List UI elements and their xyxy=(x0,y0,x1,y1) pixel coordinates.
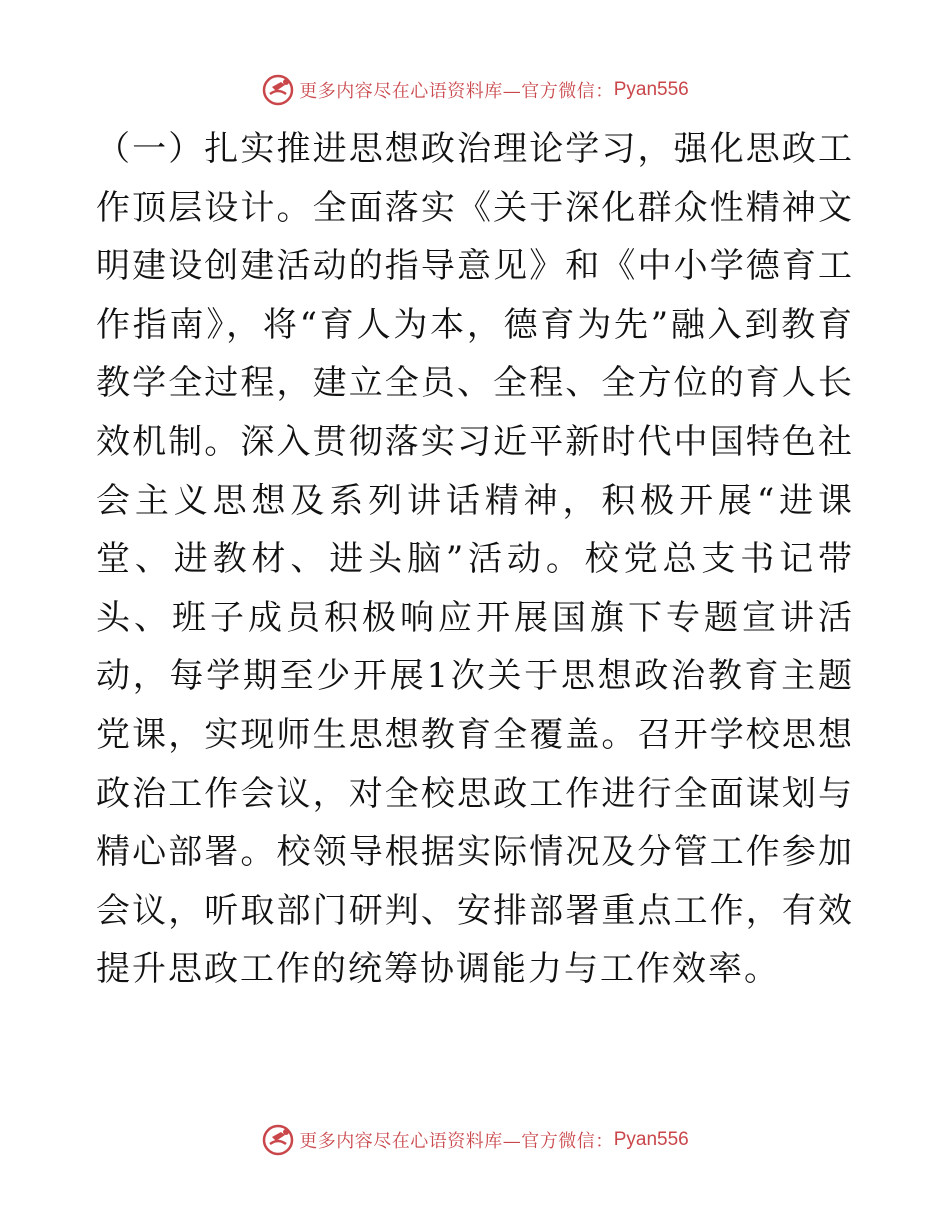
body-paragraph: （一）扎实推进思想政治理论学习，强化思政工作顶层设计。全面落实《关于深化群众性精神文明建设创建活动的指导意见》和《中小学德育工作指南》，将“育人为本，德育为先”融入到教育教学全过程，建立全员、全程、全方位的育人长效机制。深入贯彻落实习近平新时代中国特色社会主义思想及系列讲话精神，积极开展“进课堂、进教材、进头脑”活动。校党总支书记带头、班子成员积极响应开展国旗下专题宣讲活动，每学期至少开展1次关于思想政治教育主题党课，实现师生思想教育全覆盖。召开学校思想政治工作会议，对全校思政工作进行全面谋划与精心部署。校领导根据实际情况及分管工作参加会议，听取部门研判、安排部署重点工作，有效提升思政工作的统筹协调能力与工作效率。 xyxy=(96,129,854,990)
red-book-logo-icon xyxy=(261,1123,295,1157)
document-body xyxy=(96,120,854,999)
header-banner-text: 更多内容尽在心语资料库—官方微信： xyxy=(299,81,614,102)
footer-banner-handle: Pyan556 xyxy=(613,1129,689,1150)
header-banner-handle: Pyan556 xyxy=(613,79,689,100)
footer-banner xyxy=(0,1120,950,1160)
red-book-logo-icon xyxy=(261,73,295,107)
header-banner xyxy=(0,70,950,110)
footer-banner-text: 更多内容尽在心语资料库—官方微信： xyxy=(299,1131,614,1152)
